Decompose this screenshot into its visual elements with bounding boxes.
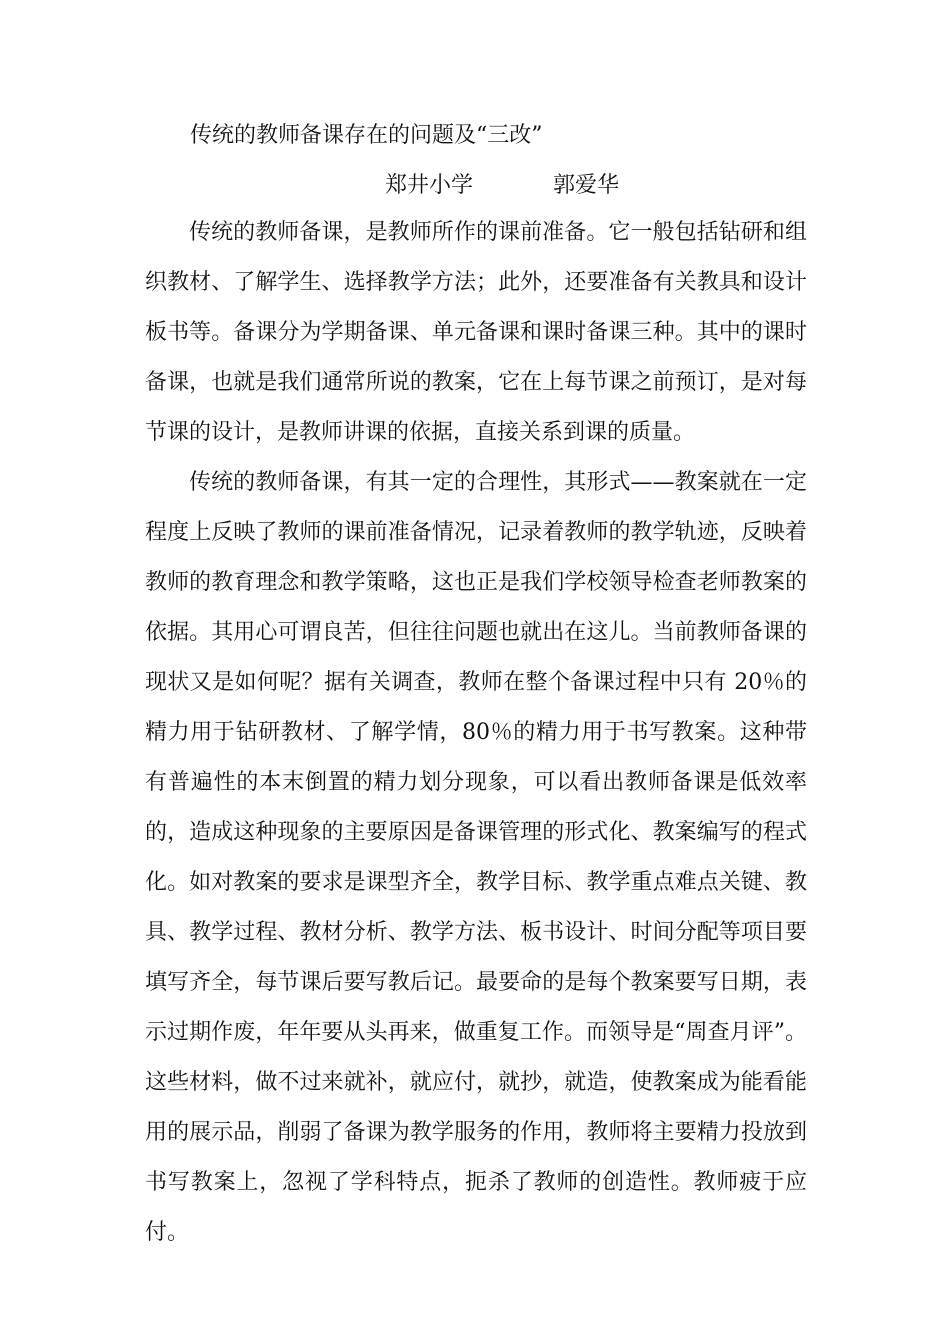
document-title: 传统的教师备课存在的问题及“三改” bbox=[190, 123, 543, 148]
byline bbox=[385, 168, 619, 204]
paragraph-1: 传统的教师备课，是教师所作的课前准备。它一般包括钻研和组织教材、了解学生、选择教学方法；此外，还要准备有关教具和设计板书等。备课分为学期备课、单元备课和课时备课三种。其中的课时备课，也就是我们通常所说的教案，它在上每节课之前预订，是对每节课的设计，是教师讲课的依据，直接关系到课的质量。 bbox=[145, 220, 807, 445]
school-name: 郑井小学 bbox=[385, 173, 474, 198]
paragraph-2: 传统的教师备课，有其一定的合理性，其形式——教案就在一定程度上反映了教师的课前准备情况，记录着教师的教学轨迹，反映着教师的教育理念和教学策略，这也正是我们学校领导检查老师教案的依据。其用心可谓良苦，但往往问题也就出在这儿。当前教师备课的现状又是如何呢？据有关调查，教师在整个备课过程中只有 20％的精力用于钻研教材、了解学情，80％的精力用于书写教案。这种带有普遍性的本末倒置的精力划分现象，可以看出教师备课是低效率的，造成这种现象的主要原因是备课管理的形式化、教案编写的程式化。如对教案的要求是课型齐全，教学目标、教学重点难点关键、教具、教学过程、教材分析、教学方法、板书设计、时间分配等项目要填写齐全，每节课后要写教后记。最要命的是每个教案要写日期，表示过期作废，年年要从头再来，做重复工作。而领导是“周查月评”。这些材料，做不过来就补，就应付，就抄，就造，使教案成为能看能用的展示品，削弱了备课为教学服务的作用，教师将主要精力投放到书写教案上，忽视了学科特点，扼杀了教师的创造性。教师疲于应付。 bbox=[145, 470, 807, 1245]
author-name: 郭爱华 bbox=[553, 173, 620, 198]
